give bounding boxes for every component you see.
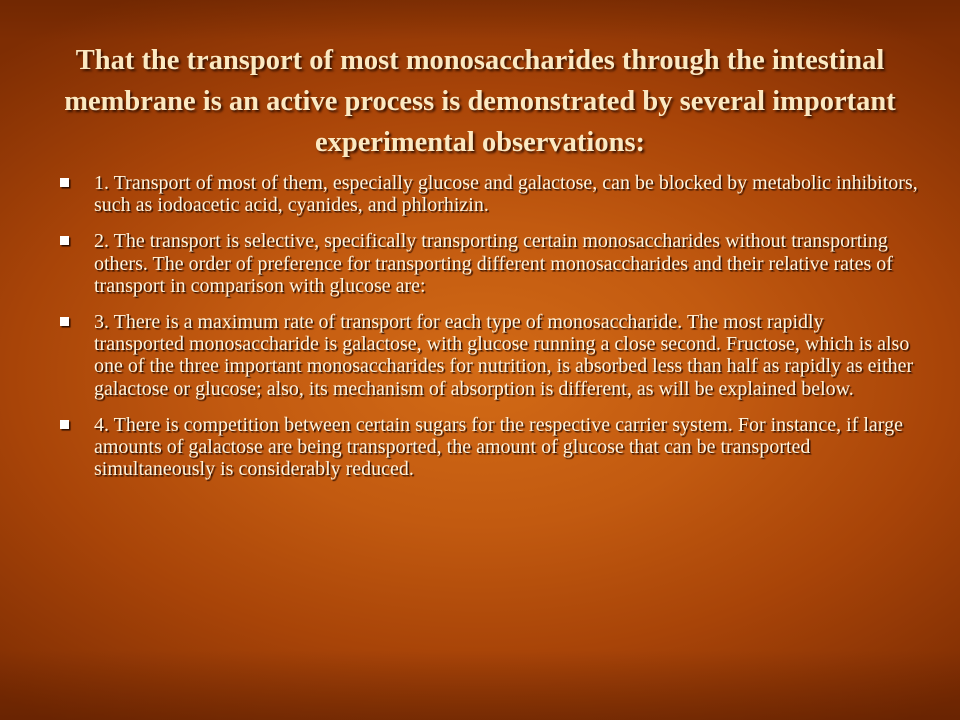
bullet-text-4: 4. There is competition between certain sugars for the respective carrier system. For instance, if large amounts of galactose are being transported, the amount of glucose that can be transported simultaneously is considerably reduced. xyxy=(94,413,903,481)
square-bullet-icon xyxy=(60,236,69,245)
slide-bottom-shading xyxy=(0,650,960,720)
bullet-item-1 xyxy=(58,172,918,216)
square-bullet-icon xyxy=(60,178,69,187)
bullet-item-2 xyxy=(58,230,918,297)
bullet-item-3 xyxy=(58,311,918,400)
square-bullet-icon xyxy=(60,317,69,326)
slide-title: That the transport of most monosaccharides through the intestinal membrane is an active process is demonstrated by several important experimental observations: xyxy=(64,45,896,158)
slide-top-shading xyxy=(0,0,960,40)
bullet-text-1: 1. Transport of most of them, especially glucose and galactose, can be blocked by metabolic inhibitors, such as iodoacetic acid, cyanides, and phlorhizin. xyxy=(94,172,918,217)
bullet-text-3: 3. There is a maximum rate of transport for each type of monosaccharide. The most rapidly transported monosaccharide is galactose, with glucose running a close second. Fructose, which is also one of the three important monosaccharides for nutrition, is absorbed less than half as rapidly as either galactose or glucose; also, its mechanism of absorption is different, as will be explained below. xyxy=(94,311,914,400)
bullet-item-4 xyxy=(58,414,918,481)
bullet-list xyxy=(58,172,918,494)
square-bullet-icon xyxy=(60,420,69,429)
bullet-text-2: 2. The transport is selective, specifically transporting certain monosaccharides without transporting others. The order of preference for transporting different monosaccharides and their relative rates of transport in comparison with glucose are: xyxy=(94,230,893,297)
